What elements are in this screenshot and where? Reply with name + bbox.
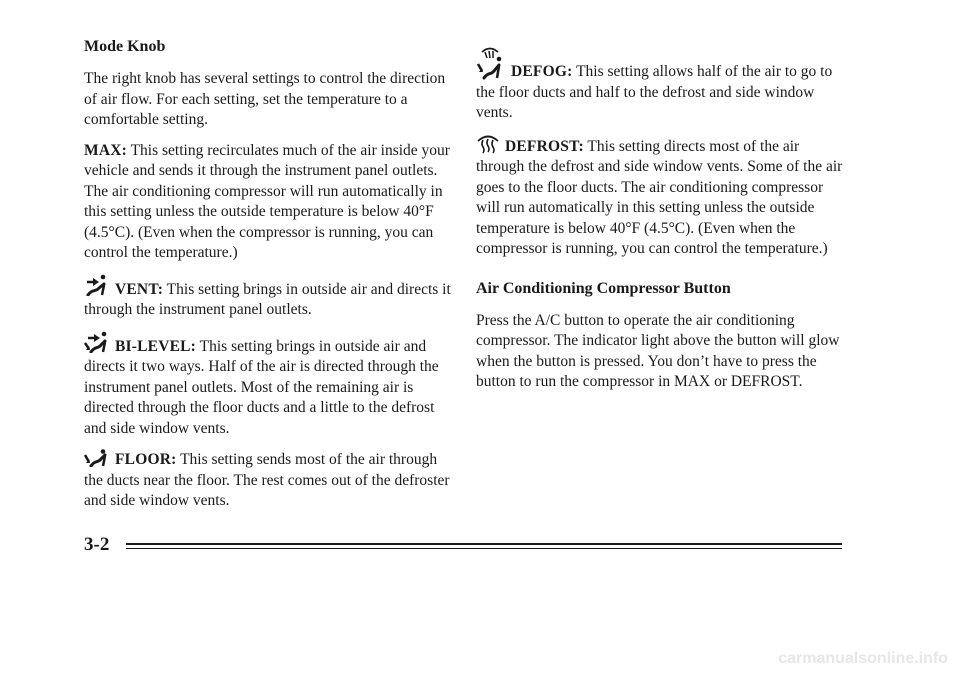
defog-term: DEFOG: xyxy=(511,63,573,80)
right-column xyxy=(476,36,846,403)
floor-paragraph xyxy=(84,449,454,512)
bi-level-mode-icon xyxy=(84,331,110,353)
mode-knob-heading: Mode Knob xyxy=(84,38,166,55)
defrost-paragraph xyxy=(476,134,846,260)
bi-level-term: BI-LEVEL: xyxy=(115,337,197,355)
footer-rule-thin xyxy=(126,548,842,549)
ac-compressor-text: Press the A/C button to operate the air conditioning compressor. The indicator light above the button will glow when the button is pressed. You don’t have to press the button to run the compressor in MAX or DEFROST. xyxy=(476,311,840,390)
left-column xyxy=(84,36,454,522)
footer-rule xyxy=(126,543,842,545)
bi-level-paragraph xyxy=(84,331,454,440)
defrost-text: This setting directs most of the air through the defrost and side window vents. Some of the air goes to the floor ducts. The air conditioning compressor will run automatically in this setting unless the outside temperature is below 40°F (4.5°C). (Even when the compressor is running, you can control the temperature.) xyxy=(476,137,843,257)
defrost-term: DEFROST: xyxy=(505,137,584,155)
max-term: MAX: xyxy=(84,141,127,159)
floor-text: This setting sends most of the air through the ducts near the floor. The rest comes out of the defroster and side window vents. xyxy=(84,451,450,509)
defog-paragraph xyxy=(476,44,846,124)
max-paragraph xyxy=(84,141,454,264)
bi-level-text: This setting brings in outside air and directs it two ways. Half of the air is directed through the instrument panel outlets. Most of the remaining air is directed through the floor ducts and a little to the defrost and side window vents. xyxy=(84,337,439,437)
defog-text: This setting allows half of the air to go to the floor ducts and half to the defrost and side window vents. xyxy=(476,63,833,121)
floor-term: FLOOR: xyxy=(115,451,177,468)
page-number: 3-2 xyxy=(84,534,110,555)
defrost-mode-icon xyxy=(476,134,500,154)
mode-knob-intro: The right knob has several settings to control the direction of air flow. For each setting, set the temperature to a comfortable setting. xyxy=(84,70,446,128)
vent-paragraph xyxy=(84,274,454,321)
floor-mode-icon xyxy=(84,449,110,467)
vent-text: This setting brings in outside air and directs it through the instrument panel outlets. xyxy=(84,280,451,318)
watermark: carmanualsonline.info xyxy=(778,650,948,667)
ac-compressor-heading: Air Conditioning Compressor Button xyxy=(476,279,731,297)
vent-term: VENT: xyxy=(115,280,164,298)
max-text: This setting recirculates much of the air inside your vehicle and sends it through the instrument panel outlets. The air conditioning compressor will run automatically in this setting unless the outside temperature is below 40°F (4.5°C). (Even when the compressor is running, you can control the temperature.) xyxy=(84,141,450,261)
defog-mode-icon xyxy=(476,44,506,80)
vent-mode-icon xyxy=(84,274,110,296)
